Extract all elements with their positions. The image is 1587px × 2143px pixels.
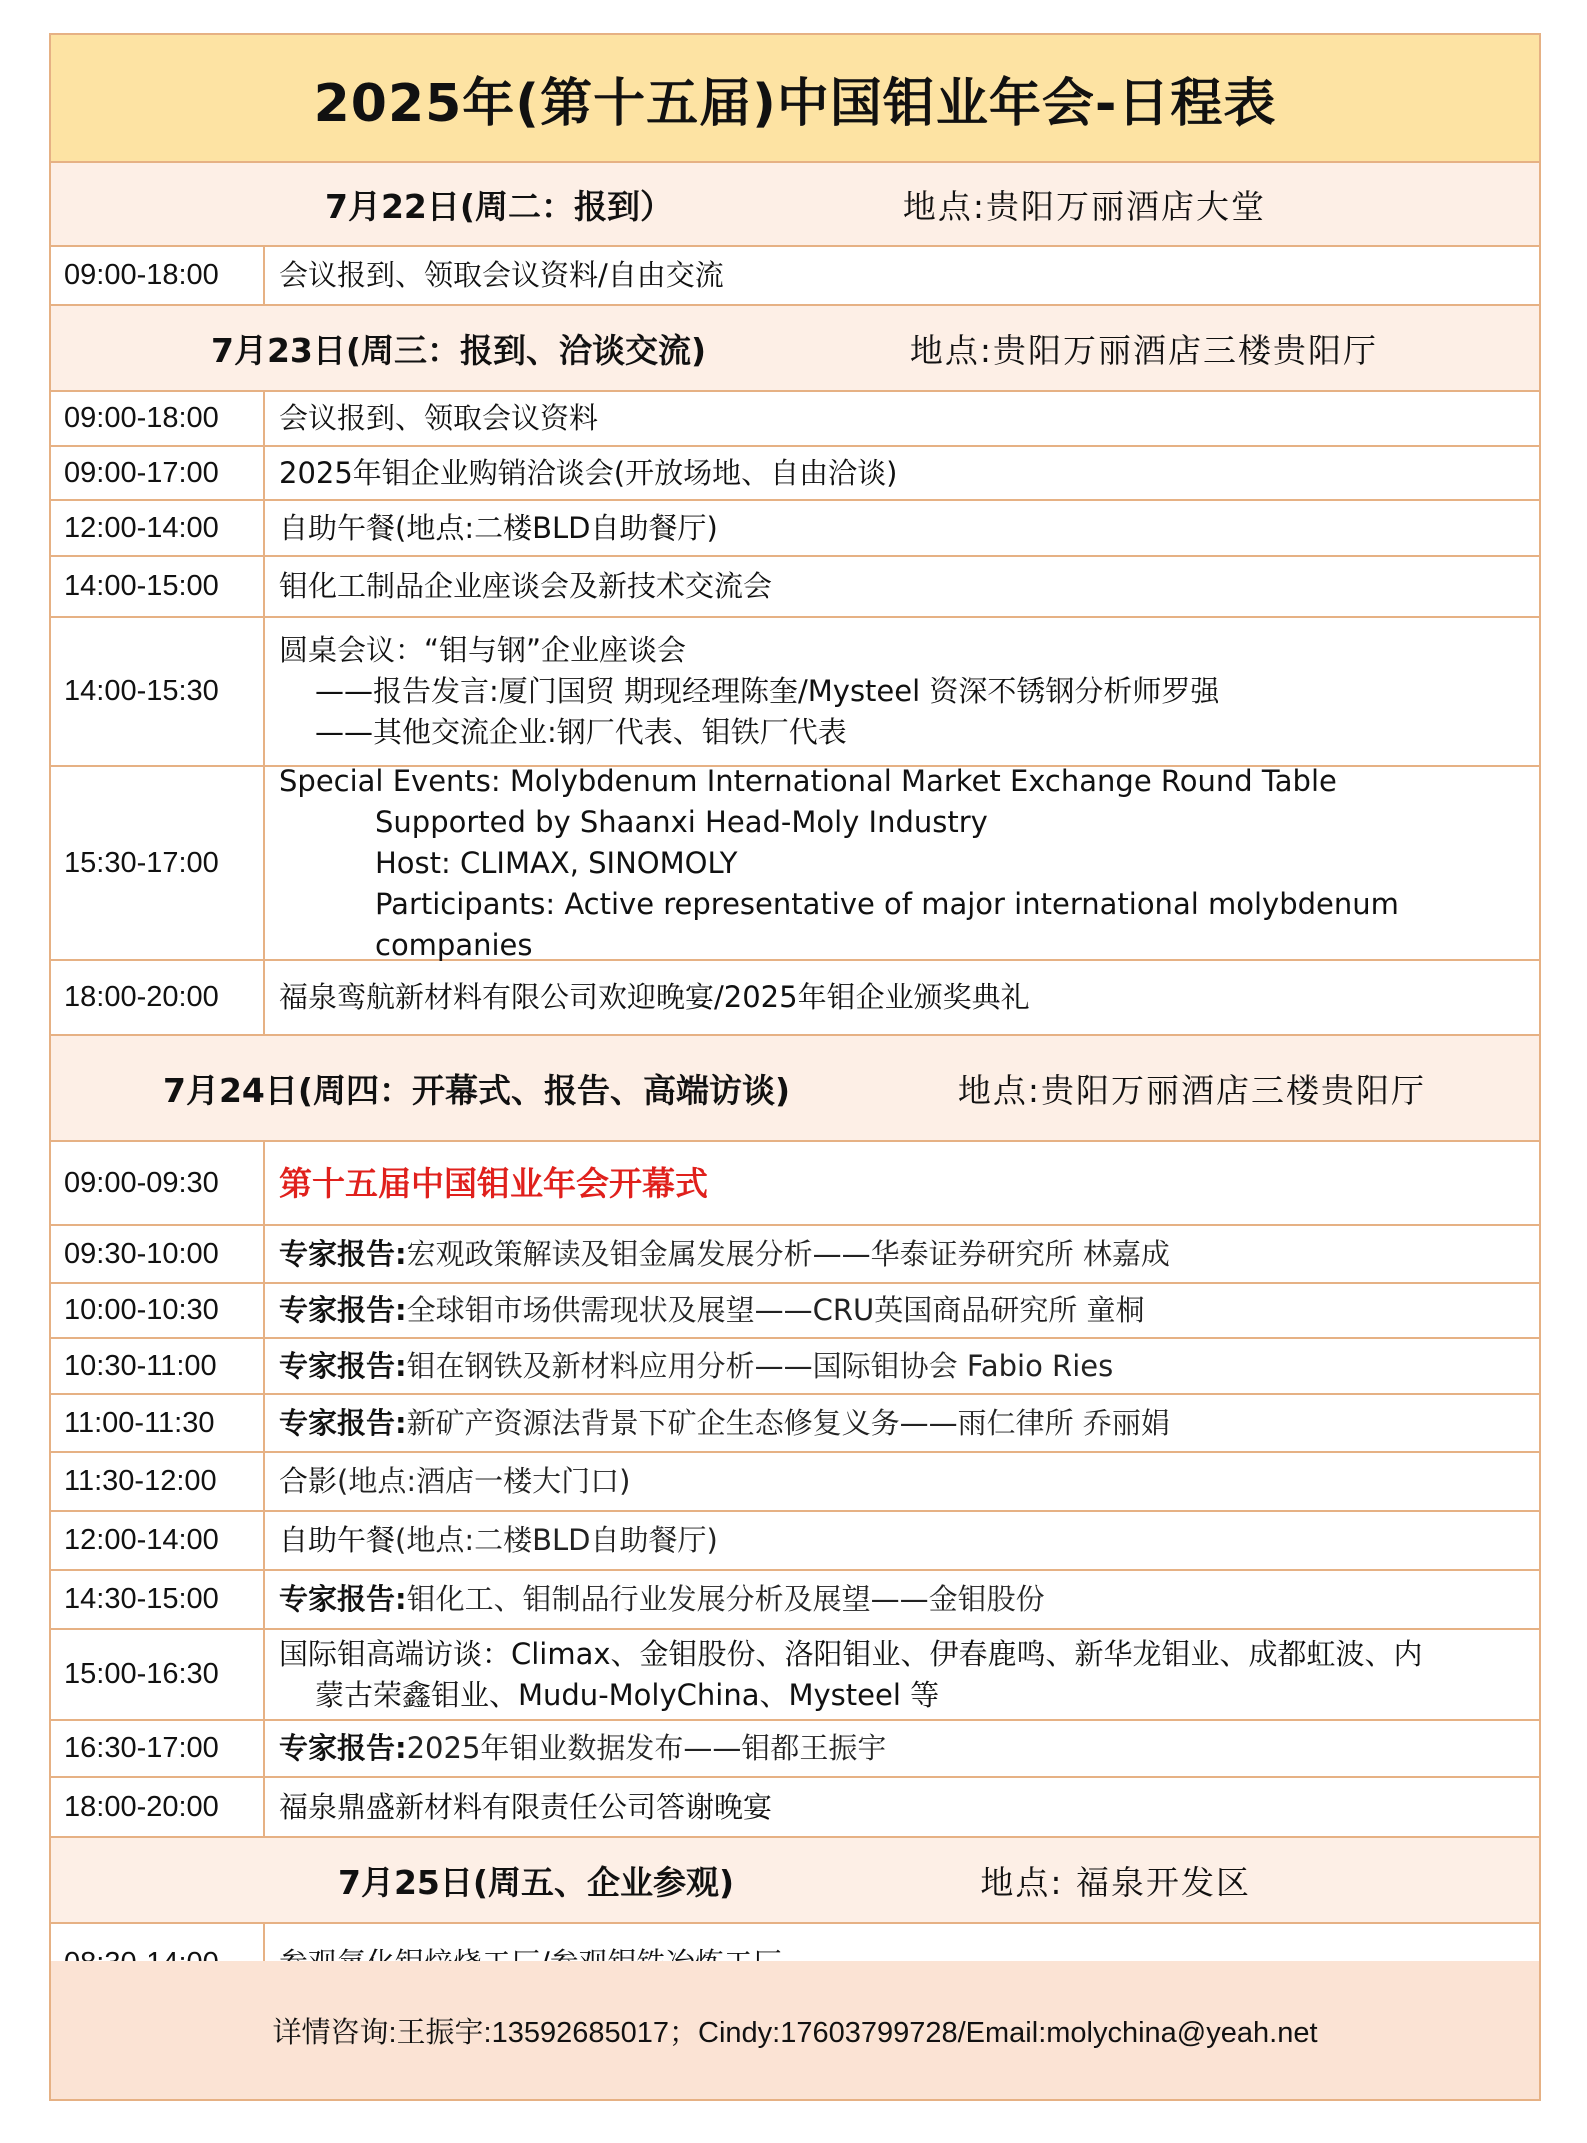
desc-cell — [265, 1512, 1539, 1569]
row-text: 全球钼市场供需现状及展望——CRU英国商品研究所 童桐 — [406, 1293, 1145, 1327]
desc-cell — [265, 1284, 1539, 1337]
time-cell: 10:30-11:00 — [51, 1339, 265, 1393]
table-row — [51, 1571, 1539, 1630]
desc-cell: 会议报到、领取会议资料/自由交流 — [279, 258, 724, 292]
desc-cell — [265, 1453, 1539, 1510]
desc-cell: 会议报到、领取会议资料 — [279, 401, 599, 435]
time-cell: 15:00-16:30 — [51, 1630, 265, 1719]
time-cell: 11:00-11:30 — [51, 1395, 265, 1451]
desc-line: Participants: Active representative of major international molybdenum companies — [375, 886, 1399, 962]
desc-cell: 福泉鼎盛新材料有限责任公司答谢晚宴 — [279, 1789, 773, 1824]
time-cell: 18:00-20:00 — [51, 1778, 265, 1836]
row-label: 专家报告: — [279, 1582, 407, 1616]
row-text: (地点:二楼BLD自助餐厅) — [395, 1523, 718, 1557]
desc-cell — [265, 618, 1539, 765]
row-text: (地点:酒店一楼大门口) — [337, 1464, 631, 1498]
table-row — [51, 1453, 1539, 1512]
desc-cell — [265, 1721, 1539, 1776]
time-cell: 14:00-15:30 — [51, 618, 265, 765]
table-row — [51, 618, 1539, 767]
contact-footer: 详情咨询:王振宇:13592685017；Cindy:17603799728/Email:molychina@yeah.net — [51, 1961, 1539, 2099]
time-cell: 09:00-18:00 — [51, 392, 265, 445]
day-date: 7月22日(周二：报到） — [325, 186, 673, 226]
row-label: 专家报告: — [279, 1731, 407, 1765]
desc-cell: 福泉鸾航新材料有限公司欢迎晚宴/2025年钼企业颁奖典礼 — [279, 980, 1030, 1014]
day-date: 7月23日(周三：报到、洽谈交流) — [211, 330, 707, 370]
table-row — [51, 1284, 1539, 1339]
day-place: 地点:贵阳万丽酒店三楼贵阳厅 — [909, 330, 1378, 370]
schedule-sheet — [49, 33, 1541, 2101]
day-header-0725 — [51, 1838, 1539, 1924]
table-row — [51, 1142, 1539, 1226]
desc-cell — [265, 1630, 1539, 1719]
time-cell: 09:30-10:00 — [51, 1226, 265, 1282]
desc-cell: 钼化工制品企业座谈会及新技术交流会 — [279, 569, 773, 603]
time-cell: 18:00-20:00 — [51, 961, 265, 1034]
row-text: 2025年钼业数据发布——钼都王振宇 — [406, 1731, 887, 1765]
row-text: 新矿产资源法背景下矿企生态修复义务——雨仁律所 乔丽娟 — [406, 1405, 1170, 1440]
table-row — [51, 1339, 1539, 1395]
time-cell: 09:00-09:30 — [51, 1142, 265, 1224]
desc-cell: 2025年钼企业购销洽谈会(开放场地、自由洽谈) — [279, 455, 898, 490]
row-text: 钼化工、钼制品行业发展分析及展望——金钼股份 — [406, 1582, 1045, 1616]
row-label: 自助午餐 — [279, 1523, 396, 1557]
time-cell: 14:00-15:00 — [51, 557, 265, 616]
table-row — [51, 247, 1539, 306]
day-place: 地点:贵阳万丽酒店三楼贵阳厅 — [957, 1070, 1426, 1110]
row-text: 钼在钢铁及新材料应用分析——国际钼协会 Fabio Ries — [406, 1348, 1114, 1383]
desc-cell — [265, 1226, 1539, 1282]
desc-line: Host: CLIMAX, SINOMOLY — [375, 845, 738, 880]
day-place: 地点: 福泉开发区 — [980, 1862, 1251, 1902]
row-label: 专家报告: — [279, 1405, 407, 1440]
table-row — [51, 1721, 1539, 1778]
desc-cell: 自助午餐(地点:二楼BLD自助餐厅) — [279, 510, 718, 545]
table-row — [51, 557, 1539, 618]
day-header-0724 — [51, 1036, 1539, 1142]
row-label: 专家报告: — [279, 1236, 407, 1271]
desc-line: 蒙古荣鑫钼业、Mudu-MolyChina、Mysteel 等 — [315, 1677, 940, 1712]
time-cell: 09:00-18:00 — [51, 247, 265, 304]
desc-line: ——报告发言:厦门国贸 期现经理陈奎/Mysteel 资深不锈钢分析师罗强 — [315, 674, 1220, 708]
table-row — [51, 1512, 1539, 1571]
time-cell: 10:00-10:30 — [51, 1284, 265, 1337]
page-title: 2025年(第十五届)中国钼业年会-日程表 — [51, 35, 1539, 163]
time-cell: 14:30-15:00 — [51, 1571, 265, 1628]
row-label: 专家报告: — [279, 1293, 407, 1327]
time-cell: 11:30-12:00 — [51, 1453, 265, 1510]
table-row — [51, 961, 1539, 1036]
table-row — [51, 447, 1539, 501]
table-row — [51, 1395, 1539, 1453]
table-row — [51, 501, 1539, 557]
day-header-0722 — [51, 163, 1539, 247]
opening-ceremony-text: 第十五届中国钼业年会开幕式 — [279, 1163, 708, 1203]
desc-line: 国际钼高端访谈：Climax、金钼股份、洛阳钼业、伊春鹿鸣、新华龙钼业、成都虹波、内 — [279, 1636, 1423, 1671]
row-label: 合影 — [279, 1464, 338, 1498]
row-label: 专家报告: — [279, 1348, 407, 1383]
time-cell: 12:00-14:00 — [51, 501, 265, 555]
day-header-0723 — [51, 306, 1539, 392]
time-cell: 15:30-17:00 — [51, 767, 265, 959]
desc-line: ——其他交流企业:钢厂代表、钼铁厂代表 — [315, 715, 847, 749]
day-date: 7月25日(周五、企业参观) — [338, 1862, 735, 1902]
time-cell: 09:00-17:00 — [51, 447, 265, 499]
table-row — [51, 1226, 1539, 1284]
desc-cell — [265, 1395, 1539, 1451]
row-text: 宏观政策解读及钼金属发展分析——华泰证券研究所 林嘉成 — [406, 1236, 1170, 1271]
desc-cell — [265, 763, 1539, 962]
table-row — [51, 392, 1539, 447]
table-row — [51, 1630, 1539, 1721]
time-cell: 12:00-14:00 — [51, 1512, 265, 1569]
day-place: 地点:贵阳万丽酒店大堂 — [902, 186, 1266, 226]
desc-line: Supported by Shaanxi Head-Moly Industry — [375, 804, 988, 839]
desc-line: Special Events: Molybdenum International Market Exchange Round Table — [279, 763, 1337, 798]
table-row — [51, 763, 1539, 962]
desc-cell — [265, 1339, 1539, 1393]
day-date: 7月24日(周四：开幕式、报告、高端访谈) — [163, 1070, 791, 1110]
time-cell: 16:30-17:00 — [51, 1721, 265, 1776]
desc-cell — [265, 1571, 1539, 1628]
table-row — [51, 1778, 1539, 1838]
desc-line: 圆桌会议：“钼与钢”企业座谈会 — [279, 633, 687, 667]
